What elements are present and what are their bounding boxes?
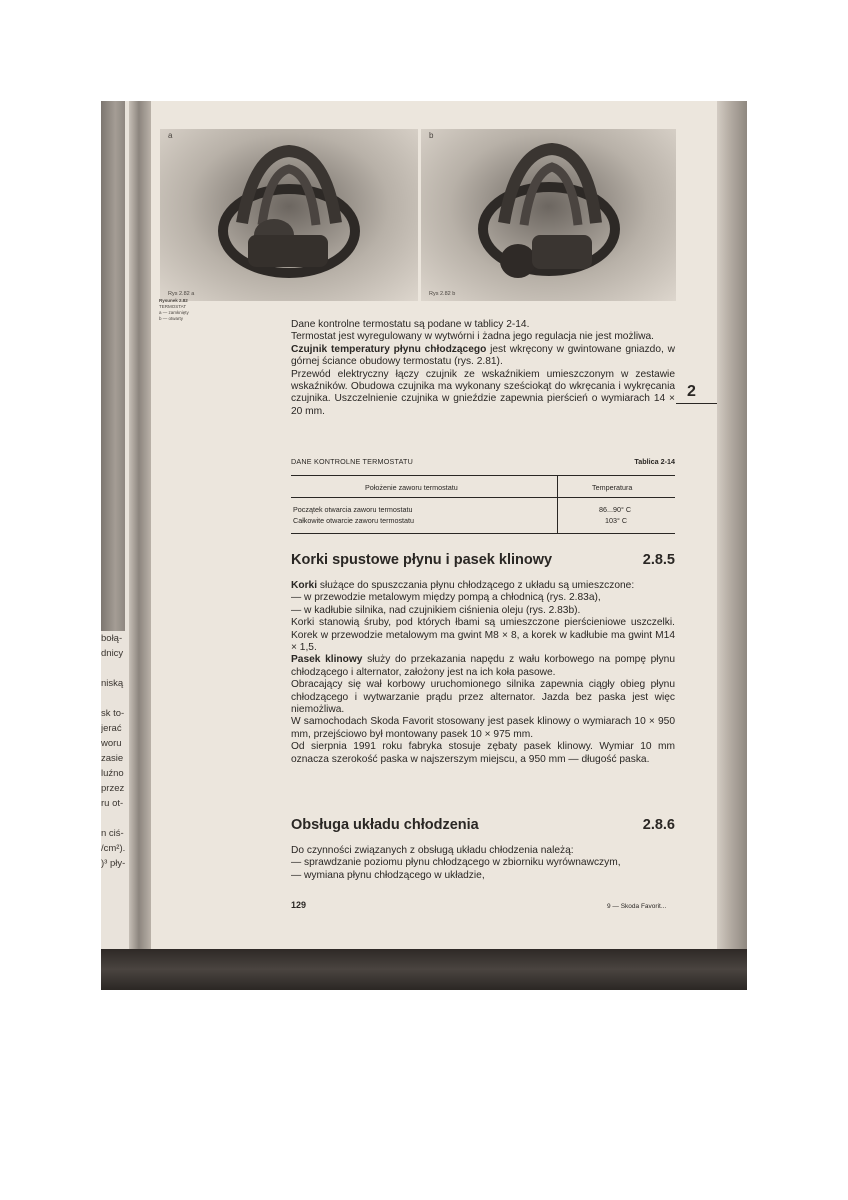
section-number: 2.8.6 [642, 817, 675, 833]
text-block-plugs-belt [291, 580, 675, 766]
figure-caption-title: Rysunek 2.82 [159, 298, 188, 303]
section-heading [291, 552, 675, 568]
left-fragment-line: /cm²). [101, 843, 126, 854]
left-fragment-line [101, 811, 127, 826]
section-heading [291, 817, 675, 833]
photo-letter-a: a [168, 131, 173, 140]
left-fragment-line: ru ot- [101, 798, 124, 809]
bullet: — wymiana płynu chłodzącego w układzie, [291, 869, 485, 881]
table-cell: 86...90° C [599, 505, 632, 514]
paragraph: Termostat jest wyregulowany w wytwórni i żadna jego regulacja nie jest możliwa. [291, 331, 654, 343]
photo-caption-b: Rys 2.82 b [429, 291, 456, 297]
paragraph: Dane kontrolne termostatu są podane w tablicy 2-14. [291, 319, 530, 330]
table-cell: 103° C [605, 516, 628, 525]
page-number: 129 [291, 900, 307, 910]
left-fragment-line: jerać [101, 723, 122, 734]
paragraph: Korki stanowią śruby, pod których łbami są umieszczone pierścieniowe uszczelki. Korek w przewodzie metalowym ma gwint M8 × 8, a korek w kadłubie ma gwint M14 × 1,5. [291, 617, 675, 654]
chapter-tab-line [676, 403, 717, 404]
paragraph: Czujnik temperatury płynu chłodzącego jest wkręcony w gwintowane gniazdo, w górnej ściance obudowy termostatu (rys. 2.81). [291, 343, 675, 368]
paragraph: Pasek klinowy służy do przekazania napędu z wału korbowego na pompę płynu chłodzącego i alternator, założony jest na ich koła pasowe. [291, 654, 676, 678]
bullet: — sprawdzanie poziomu płynu chłodzącego w zbiorniku wyrównawczym, [291, 857, 621, 869]
book-scan [101, 101, 747, 990]
chapter-tab-number: 2 [687, 383, 696, 400]
book-cover-edge [101, 949, 747, 990]
photo-caption-a: Rys 2.82 a [168, 291, 195, 297]
left-fragment-line: )³ pły- [101, 858, 126, 869]
left-fragment-line: n ciś- [101, 828, 124, 839]
text-block-thermostat [291, 319, 675, 418]
paragraph: Obracający się wał korbowy uruchomionego silnika zapewnia ciągły obieg płynu chłodzącego i wytwarzanie prądu przez alternator. Jazda bez paska jest więc niemożliwa. [291, 679, 675, 716]
paragraph: Od sierpnia 1991 roku fabryka stosuje zębaty pasek klinowy. Wymiar 10 mm oznacza szerokość paska w najszerszym miejscu, a 950 mm — długość paska. [291, 741, 675, 765]
section-number: 2.8.5 [642, 552, 675, 568]
left-fragment-line: sk to- [101, 708, 125, 719]
paragraph: Przewód elektryczny łączy czujnik ze wskaźnikiem umieszczonym w zestawie wskaźników. Obudowa czujnika ma wykonany sześciokąt do wkręcania i wykręcania czujnika. Uszczelnienie czujnika w gnieździe zapewnia pierścień o wymiarach 14 × 20 mm. [291, 368, 675, 417]
table-cell: Całkowite otwarcie zaworu termostatu [293, 516, 415, 525]
figure-caption-name: TERMOSTAT [159, 304, 187, 309]
paragraph: W samochodach Skoda Favorit stosowany jest pasek klinowy o wymiarach 10 × 950 mm, przejściowo był montowany pasek 10 × 975 mm. [291, 716, 675, 740]
figure-caption [159, 298, 239, 322]
bullet: — w kadłubie silnika, nad czujnikiem ciśnienia oleju (rys. 2.83b). [291, 604, 581, 616]
figure-caption-item: b — otwarty [159, 316, 184, 321]
bold-term: Czujnik temperatury płynu chłodzącego [291, 343, 487, 355]
left-fragment-line [101, 661, 127, 676]
left-fragment-line: luźno [101, 768, 124, 779]
table-col-header: Położenie zaworu termostatu [365, 483, 458, 492]
paragraph: Do czynności związanych z obsługą układu chłodzenia należą: [291, 845, 574, 856]
bullet: — w przewodzie metalowym między pompą a chłodnicą (rys. 2.83a), [291, 592, 601, 604]
figure-caption-item: a — zamknięty [159, 310, 189, 315]
thermostat-photo-open [421, 129, 676, 301]
left-fragment-line: przez [101, 783, 125, 794]
book-gutter [129, 101, 151, 961]
table-cell: Początek otwarcia zaworu termostatu [293, 505, 413, 514]
table-title: DANE KONTROLNE TERMOSTATU [291, 457, 414, 466]
table-number: Tablica 2-14 [634, 457, 675, 466]
text-block-maintenance [291, 845, 675, 882]
left-fragment-line: bołą- [101, 633, 123, 644]
left-fragment-line: zasie [101, 753, 124, 764]
book-page [151, 101, 717, 949]
photo-letter-b: b [429, 131, 434, 140]
section-title: Obsługa układu chłodzenia [291, 817, 479, 833]
left-fragment-line [101, 691, 127, 706]
thermostat-illustration-b [474, 143, 624, 293]
table-col-header: Temperatura [592, 483, 633, 492]
left-fragment-line: woru [101, 738, 122, 749]
thermostat-photo-closed [160, 129, 418, 301]
left-fragment-line: dnicy [101, 648, 124, 659]
page-edge [717, 101, 747, 961]
paragraph: Korki służące do spuszczania płynu chłodzącego z układu są umieszczone: [291, 580, 635, 591]
left-page-photo-fragment [101, 101, 125, 631]
sheet-signature: 9 — Skoda Favorit... [607, 903, 667, 910]
section-title: Korki spustowe płynu i pasek klinowy [291, 552, 553, 568]
left-fragment-line: niską [101, 678, 124, 689]
thermostat-illustration-a [214, 143, 364, 293]
left-page-text-fragments [101, 631, 127, 871]
